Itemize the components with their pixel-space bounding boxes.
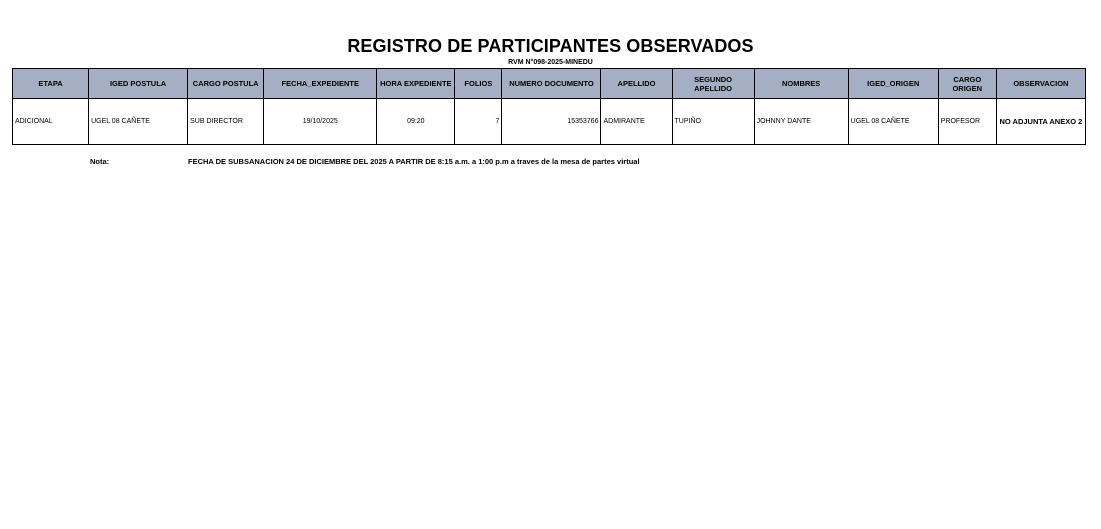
note-label: Nota: [90,157,110,166]
column-header-observacion: OBSERVACION [996,69,1085,99]
column-header-cargo-origen: CARGO ORIGEN [938,69,996,99]
table-header-row [13,69,1086,99]
cell-cargo-origen: PROFESOR [938,99,996,145]
participants-table [12,68,1086,145]
column-header-apellido: APELLIDO [601,69,672,99]
cell-folios: 7 [455,99,502,145]
cell-fecha-expediente: 19/10/2025 [264,99,377,145]
column-header-etapa: ETAPA [13,69,89,99]
cell-iged-origen: UGEL 08 CAÑETE [848,99,938,145]
column-header-nombres: NOMBRES [754,69,848,99]
column-header-iged-postula: IGED POSTULA [89,69,188,99]
cell-segundo-apellido: TUPIÑO [672,99,754,145]
cell-cargo-postula: SUB DIRECTOR [188,99,264,145]
column-header-fecha-expediente: FECHA_EXPEDIENTE [264,69,377,99]
page-title: REGISTRO DE PARTICIPANTES OBSERVADOS [347,36,754,56]
cell-nombres: JOHNNY DANTE [754,99,848,145]
column-header-numero-documento: NUMERO DOCUMENTO [502,69,601,99]
column-header-folios: FOLIOS [455,69,502,99]
resolution-subtitle: RVM N°098-2025-MINEDU [508,59,593,66]
cell-apellido: ADMIRANTE [601,99,672,145]
table-row [13,99,1086,145]
cell-observacion: NO ADJUNTA ANEXO 2 [996,99,1085,145]
cell-numero-documento: 15353766 [502,99,601,145]
cell-hora-expediente: 09:20 [377,99,455,145]
column-header-cargo-postula: CARGO POSTULA [188,69,264,99]
column-header-hora-expediente: HORA EXPEDIENTE [377,69,455,99]
note-text: FECHA DE SUBSANACION 24 DE DICIEMBRE DEL 2025 A PARTIR DE 8:15 a.m. a 1:00 p.m a traves de la mesa de partes virtual [188,157,640,166]
column-header-iged-origen: IGED_ORIGEN [848,69,938,99]
cell-etapa: ADICIONAL [13,99,89,145]
cell-iged-postula: UGEL 08 CAÑETE [89,99,188,145]
column-header-segundo-apellido: SEGUNDO APELLIDO [672,69,754,99]
